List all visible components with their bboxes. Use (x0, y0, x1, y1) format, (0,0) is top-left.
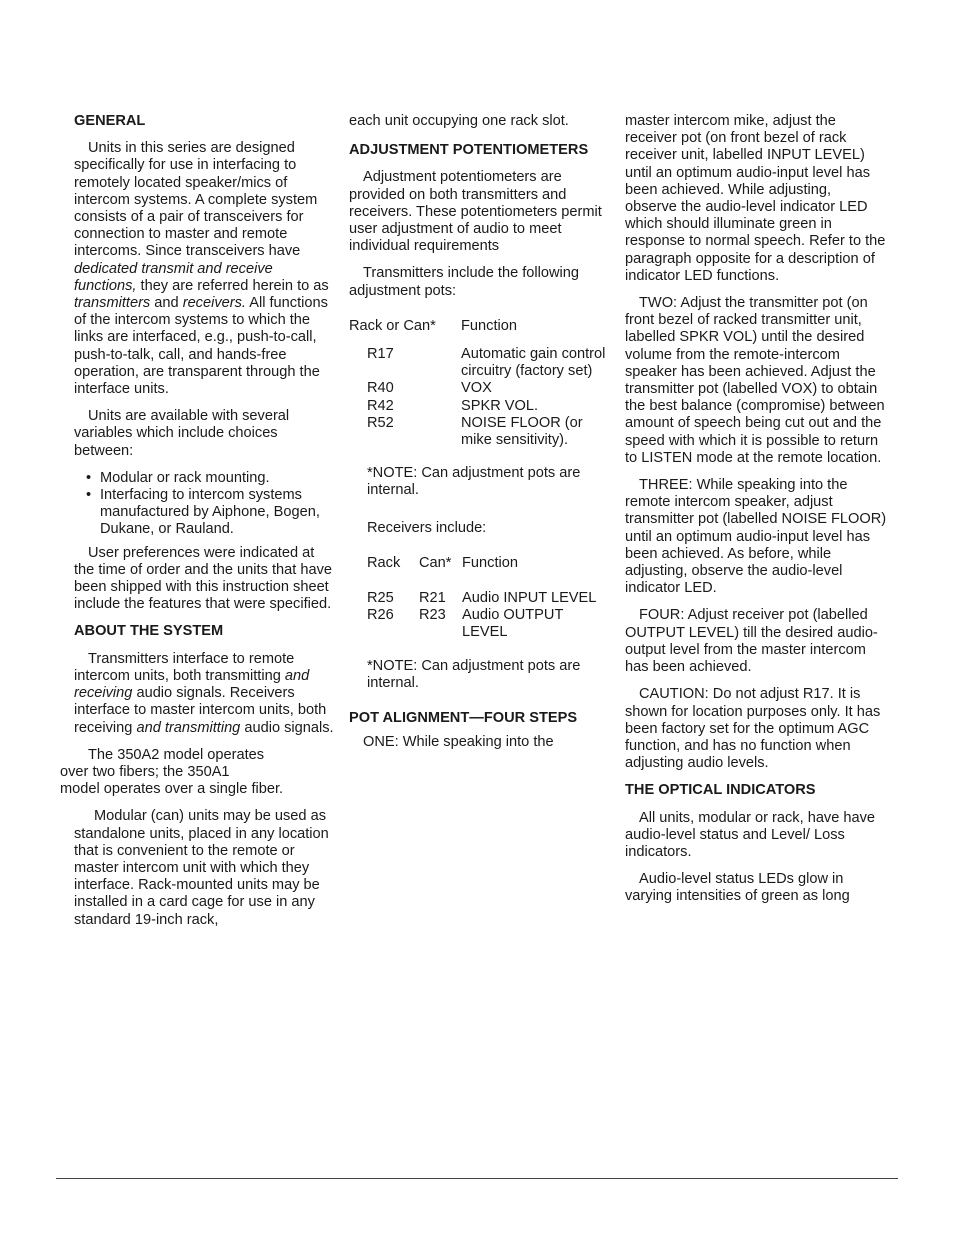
table-row (367, 607, 611, 641)
table-row (367, 380, 611, 397)
text-run: audio signals. (240, 719, 334, 736)
italic-run: and receiving (74, 667, 310, 702)
pot-function: VOX (461, 380, 492, 397)
continued-paragraph: each unit occupying one rack slot. (349, 113, 569, 129)
text-run: they are referred herein to as (136, 277, 329, 294)
variables-list (74, 470, 336, 539)
caution-paragraph: CAUTION: Do not adjust R17. It is shown for location purposes only. It has been factory set for the optimum AGC function, and has no function when adjusting audio levels. (625, 686, 881, 772)
table-header (349, 318, 611, 335)
column-2 (349, 113, 611, 761)
pot-id: R17 (367, 346, 394, 363)
can-pot-id: R23 (419, 607, 446, 624)
about-paragraph-3: Modular (can) units may be used as standalone units, placed in any location that is convenient to the remote or master intercom unit with which they interface. Rack-mounted units may be installed in a card cage for use in any standard 19-inch rack, (74, 808, 329, 928)
text-run: and (150, 295, 183, 312)
optical-indicators-heading: THE OPTICAL INDICATORS (625, 782, 816, 799)
rack-pot-id: R25 (367, 590, 394, 607)
column-header: Rack or Can* (349, 317, 436, 334)
pot-function: SPKR VOL. (461, 397, 539, 414)
pot-function: Audio INPUT LEVEL (462, 590, 597, 607)
footer-divider (56, 1178, 898, 1179)
text-run: audio signals. Receivers interface to master intercom units, both receiving (74, 685, 327, 736)
text-line: The 350A2 model operates (88, 746, 265, 763)
can-pot-id: R21 (419, 590, 446, 607)
text-line: model operates over a single fiber. (60, 781, 284, 798)
pot-function: Automatic gain control circuitry (factory set) (461, 346, 606, 380)
optical-paragraph-1: All units, modular or rack, have have audio-level status and Level/ Loss indicators. (625, 809, 876, 860)
adjustment-paragraph-2: Transmitters include the following adjustment pots: (349, 265, 580, 299)
adjustment-paragraph-1: Adjustment potentiometers are provided on both transmitters and receivers. These potentiometers permit user adjustment of audio to meet individual requirements (349, 169, 602, 255)
pot-function: Audio OUTPUT LEVEL (462, 607, 564, 641)
list-item: • Modular or rack mounting. (86, 470, 336, 487)
pot-function: NOISE FLOOR (or mike sensitivity). (461, 414, 583, 449)
pot-id: R40 (367, 380, 394, 397)
step-one-start: ONE: While speaking into the (363, 734, 554, 751)
about-paragraph-1 (74, 651, 336, 737)
pot-alignment-heading: POT ALIGNMENT—FOUR STEPS (349, 710, 578, 727)
column-3 (625, 113, 887, 916)
general-paragraph-2: Units are available with several variables which include choices between: (74, 408, 290, 459)
italic-run: dedicated transmit and receive functions, (74, 260, 273, 294)
table-header (367, 555, 611, 572)
text-line: over two fibers; the 350A1 (60, 763, 230, 780)
column-header: Rack (367, 554, 401, 571)
adjustment-heading: ADJUSTMENT POTENTIOMETERS (349, 142, 589, 159)
general-paragraph-3: User preferences were indicated at the time of order and the units that have been shipped with this instruction sheet include the features that were specified. (74, 544, 332, 613)
receivers-intro: Receivers include: (367, 519, 487, 536)
italic-run: transmitters (74, 295, 151, 312)
general-paragraph-1 (74, 140, 336, 398)
note-1: *NOTE: Can adjustment pots are internal. (367, 465, 581, 499)
receiver-pots-table (349, 555, 611, 642)
text-run: All functions of the intercom systems to which the links are interfaced, e.g., push-to-call, push-to-talk, call, and hands-free operation, are transparent through the interface units. (74, 295, 328, 398)
text-run: Transmitters interface to remote intercom units, both transmitting (74, 650, 295, 684)
pot-id: R52 (367, 414, 394, 431)
note-2: *NOTE: Can adjustment pots are internal. (367, 657, 581, 691)
step-one-continued: master intercom mike, adjust the receiver pot (on front bezel of rack receiver unit, labelled INPUT LEVEL) until an optimum audio-input level has been achieved. While adjusting, observe the audio-level indicator LED which should illuminate green in response to normal speech. Refer to the paragraph opposite for a description of indicator LED functions. (625, 113, 886, 284)
text-run: Units in this series are designed specifically for use in interfacing to remotely located speaker/mics of intercom systems. A complete system consists of a pair of transceivers for connection to master and remote intercoms. Since transceivers have (74, 140, 318, 260)
table-row (367, 398, 611, 415)
column-header: Can* (419, 554, 452, 571)
column-1 (60, 113, 336, 939)
about-paragraph-2 (60, 746, 336, 799)
table-row (367, 346, 611, 380)
rack-pot-id: R26 (367, 607, 394, 624)
general-heading: GENERAL (74, 113, 146, 129)
about-heading: ABOUT THE SYSTEM (74, 623, 224, 640)
table-row (367, 415, 611, 449)
transmitter-pots-table (349, 318, 611, 449)
pot-id: R42 (367, 397, 394, 414)
italic-run: receivers. (182, 295, 246, 312)
step-four: FOUR: Adjust receiver pot (labelled OUTPUT LEVEL) till the desired audio-output level from the master intercom has been achieved. (625, 607, 878, 676)
column-header: Function (461, 317, 517, 334)
optical-paragraph-2: Audio-level status LEDs glow in varying intensities of green as long (625, 871, 850, 905)
table-row (367, 590, 611, 607)
step-two: TWO: Adjust the transmitter pot (on front bezel of racked transmitter unit, labelled SPKR VOL) until the desired volume from the remote-intercom speaker has been achieved. Adjust the transmitter pot (labelled VOX) to obtain the best balance (compromise) between amount of speech being cut out and the speed with which it is possible to return to LISTEN mode at the remote location. (625, 295, 885, 466)
italic-run: and transmitting (136, 719, 241, 736)
step-three: THREE: While speaking into the remote intercom speaker, adjust transmitter pot (labelled NOISE FLOOR) until an optimum audio-input level has been achieved. As before, while adjusting, observe the audio-level indicator LED. (625, 477, 887, 597)
column-header: Function (462, 554, 518, 571)
list-item: • Interfacing to intercom systems manufactured by Aiphone, Bogen, Dukane, or Rauland. (86, 487, 336, 539)
